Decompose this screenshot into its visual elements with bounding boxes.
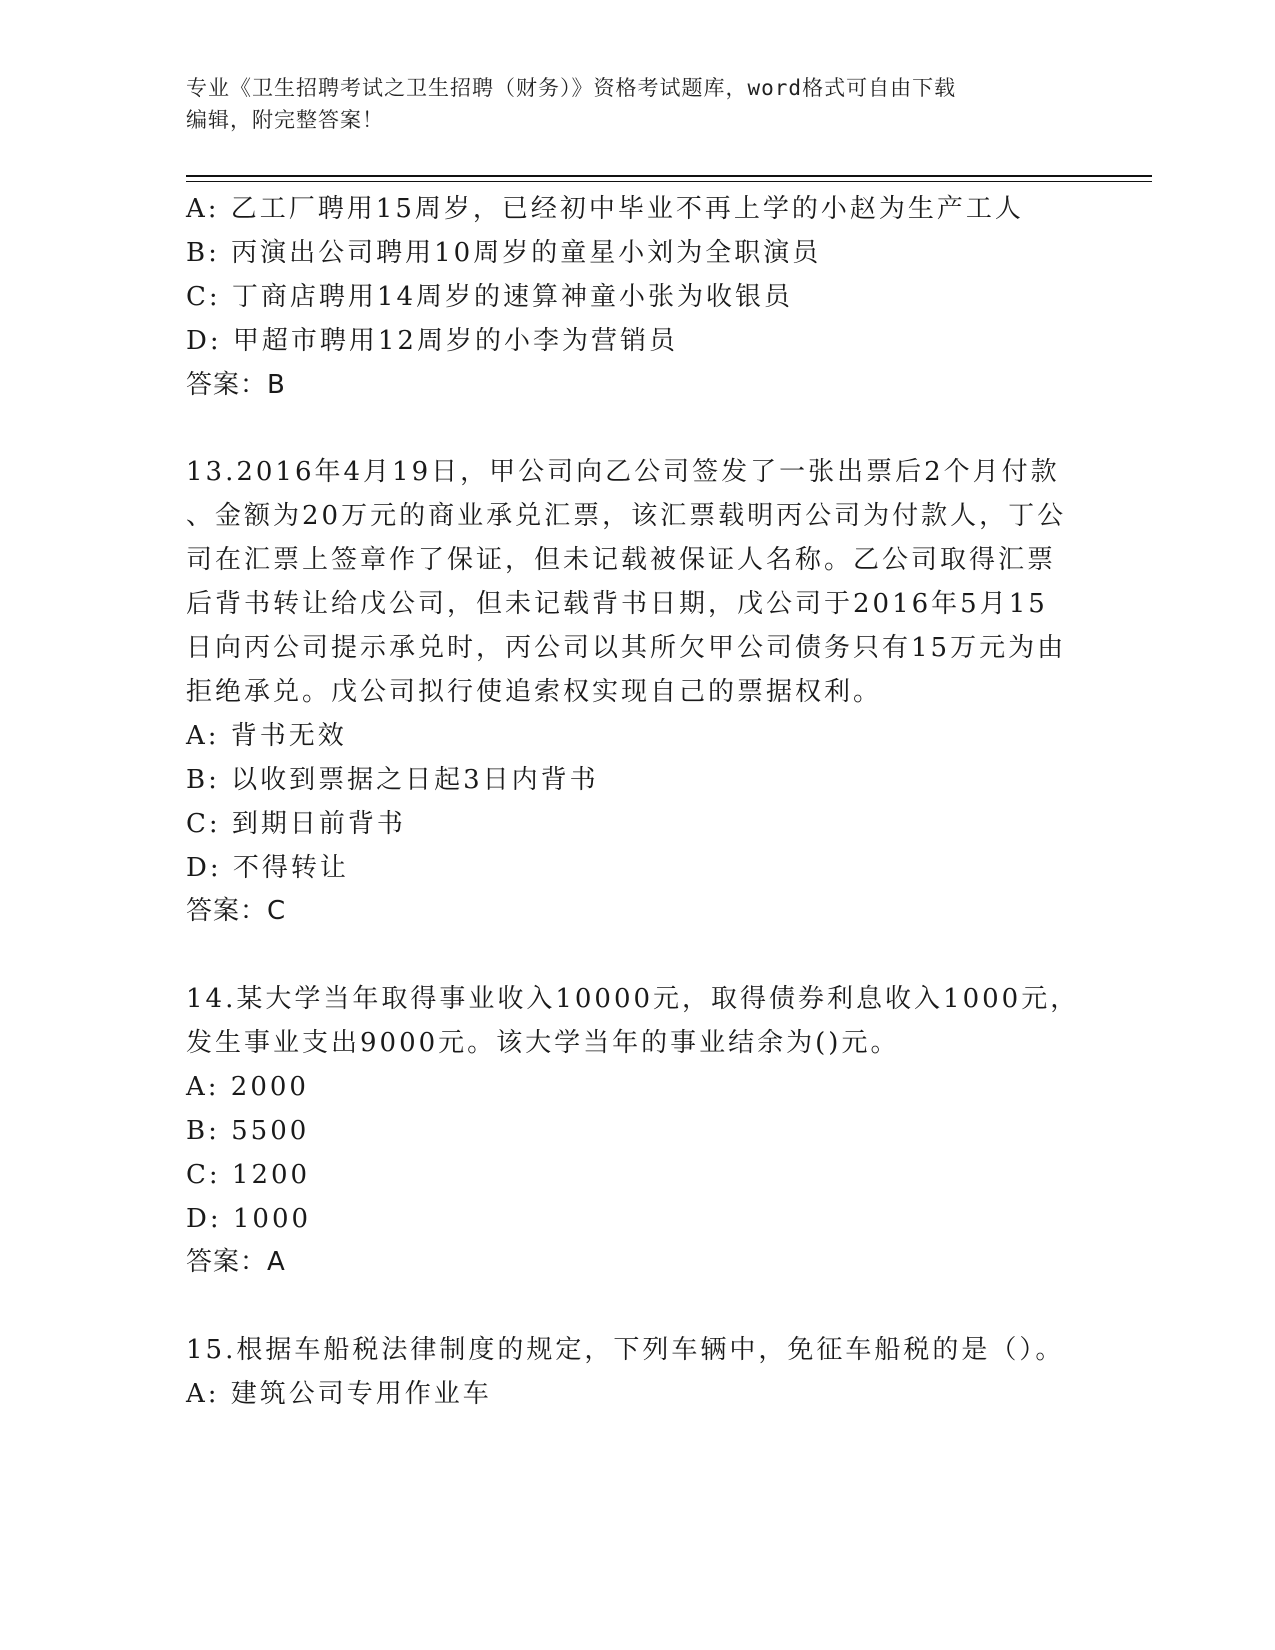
q12-option-c: C: 丁商店聘用14周岁的速算神童小张为收银员	[186, 282, 794, 312]
document-header	[186, 72, 1086, 136]
q13-stem-line: 13.2016年4月19日，甲公司向乙公司签发了一张出票后2个月付款	[186, 457, 1060, 487]
q13-stem-line: 后背书转让给戊公司，但未记载背书日期，戊公司于2016年5月15	[186, 589, 1048, 619]
q13-option-d: D: 不得转让	[186, 853, 349, 883]
q12-answer: 答案：B	[186, 370, 286, 400]
q13-option-b: B: 以收到票据之日起3日内背书	[186, 765, 599, 795]
header-divider-thin	[186, 181, 1152, 182]
q12-option-b: B: 丙演出公司聘用10周岁的童星小刘为全职演员	[186, 238, 822, 268]
q14-option-c: C: 1200	[186, 1160, 311, 1190]
header-divider-thick	[186, 175, 1152, 177]
q12-option-d: D: 甲超市聘用12周岁的小李为营销员	[186, 326, 678, 356]
q13-stem-line: 拒绝承兑。戊公司拟行使追索权实现自己的票据权利。	[186, 677, 883, 707]
q13-answer: 答案：C	[186, 896, 287, 926]
q13-stem-line: 、金额为20万元的商业承兑汇票，该汇票载明丙公司为付款人，丁公	[186, 501, 1067, 531]
q13-option-a: A: 背书无效	[186, 721, 347, 751]
q14-answer: 答案：A	[186, 1247, 286, 1277]
q14-option-b: B: 5500	[186, 1116, 310, 1146]
q12-option-a: A: 乙工厂聘用15周岁，已经初中毕业不再上学的小赵为生产工人	[186, 194, 1024, 224]
header-line-2: 编辑，附完整答案！	[186, 108, 384, 132]
q14-stem-line: 发生事业支出9000元。该大学当年的事业结余为()元。	[186, 1028, 900, 1058]
q15-stem-line: 15.根据车船税法律制度的规定，下列车辆中，免征车船税的是（）。	[186, 1335, 1065, 1365]
header-line-1: 专业《卫生招聘考试之卫生招聘（财务）》资格考试题库，word格式可自由下载	[186, 76, 957, 100]
q14-option-a: A: 2000	[186, 1072, 309, 1102]
q13-option-c: C: 到期日前背书	[186, 809, 406, 839]
q14-option-d: D: 1000	[186, 1204, 312, 1234]
q14-stem-line: 14.某大学当年取得事业收入10000元，取得债券利息收入1000元，	[186, 984, 1080, 1014]
q15-option-a: A: 建筑公司专用作业车	[186, 1379, 492, 1409]
q13-stem-line: 日向丙公司提示承兑时，丙公司以其所欠甲公司债务只有15万元为由	[186, 633, 1067, 663]
q13-stem-line: 司在汇票上签章作了保证，但未记载被保证人名称。乙公司取得汇票	[186, 545, 1057, 575]
